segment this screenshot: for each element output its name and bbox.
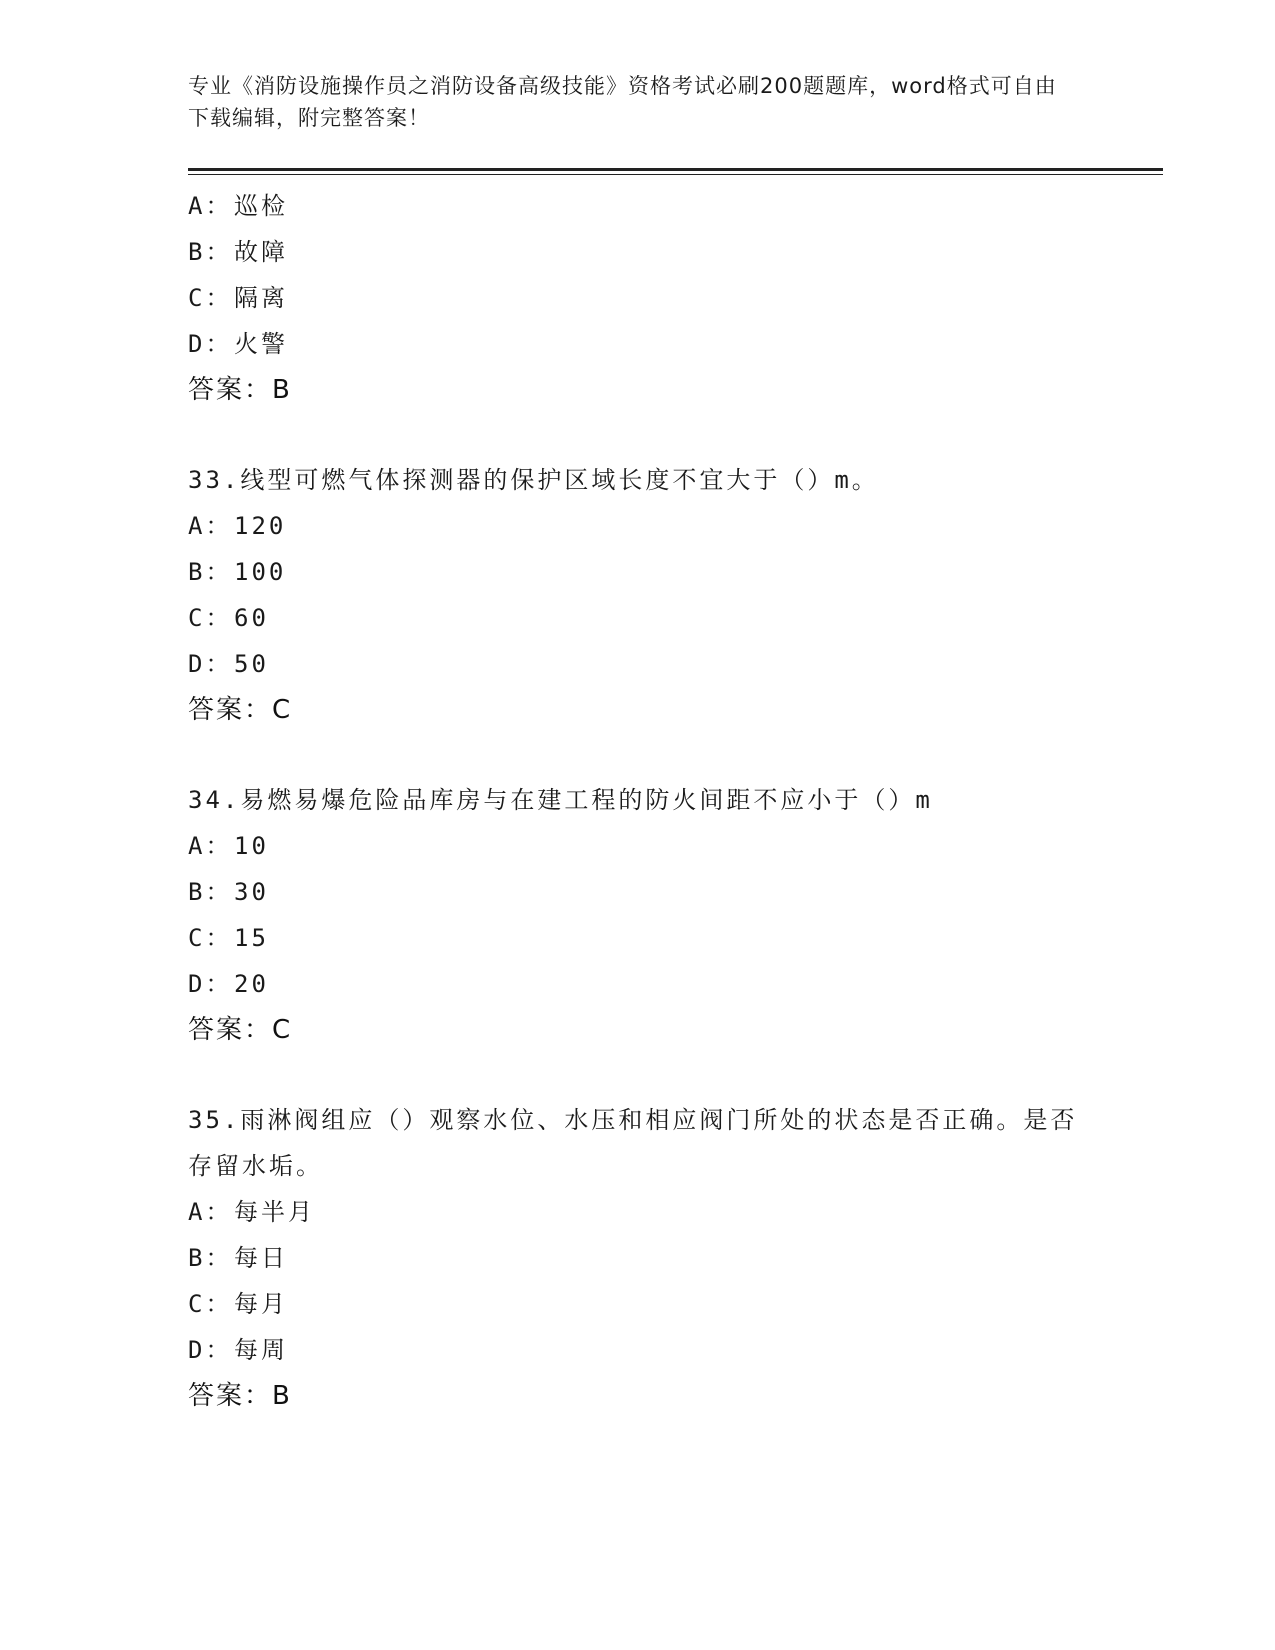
- option-key: C：: [188, 924, 233, 952]
- option-b: [188, 1235, 1163, 1281]
- option-text: 隔离: [234, 284, 288, 312]
- option-c: [188, 915, 1163, 961]
- option-a: [188, 183, 1163, 229]
- option-text: 每周: [234, 1336, 288, 1364]
- option-a: [188, 503, 1163, 549]
- prev-question-block: [188, 183, 1163, 413]
- option-key: D：: [188, 970, 233, 998]
- option-text: 每月: [234, 1290, 288, 1318]
- question-block-33: [188, 457, 1163, 733]
- option-text: 50: [234, 650, 269, 678]
- option-text: 60: [234, 604, 269, 632]
- option-text: 故障: [234, 238, 288, 266]
- option-text: 120: [234, 512, 287, 540]
- option-key: D：: [188, 650, 233, 678]
- option-text: 每日: [234, 1244, 288, 1272]
- option-text: 火警: [234, 330, 288, 358]
- option-text: 每半月: [234, 1198, 315, 1226]
- option-b: [188, 869, 1163, 915]
- option-key: B：: [188, 1244, 233, 1272]
- option-key: A：: [188, 832, 233, 860]
- question-stem: 33.线型可燃气体探测器的保护区域长度不宜大于（）m。: [188, 466, 879, 494]
- question-block-34: [188, 777, 1163, 1053]
- option-key: A：: [188, 1198, 233, 1226]
- option-text: 15: [234, 924, 269, 952]
- option-c: [188, 595, 1163, 641]
- option-d: [188, 321, 1163, 367]
- option-text: 100: [234, 558, 287, 586]
- document-page: [188, 70, 1163, 1419]
- question-block-35: [188, 1097, 1163, 1419]
- option-key: A：: [188, 192, 233, 220]
- answer-line: 答案：C: [188, 695, 293, 725]
- option-a: [188, 1189, 1163, 1235]
- option-text: 30: [234, 878, 269, 906]
- option-c: [188, 1281, 1163, 1327]
- option-text: 巡检: [234, 192, 288, 220]
- option-text: 10: [234, 832, 269, 860]
- option-d: [188, 641, 1163, 687]
- answer-line: 答案：C: [188, 1015, 293, 1045]
- option-key: C：: [188, 284, 233, 312]
- option-a: [188, 823, 1163, 869]
- header-double-rule: [188, 168, 1163, 171]
- option-key: D：: [188, 330, 233, 358]
- document-header-text: 专业《消防设施操作员之消防设备高级技能》资格考试必刷200题题库，word格式可自由下载编辑，附完整答案！: [188, 74, 1057, 130]
- option-d: [188, 1327, 1163, 1373]
- option-key: B：: [188, 238, 233, 266]
- answer-line: 答案：B: [188, 1381, 292, 1411]
- question-stem: 34.易燃易爆危险品库房与在建工程的防火间距不应小于（）m: [188, 786, 933, 814]
- option-key: A：: [188, 512, 233, 540]
- question-stem: 35.雨淋阀组应（）观察水位、水压和相应阀门所处的状态是否正确。是否存留水垢。: [188, 1106, 1078, 1180]
- option-b: [188, 229, 1163, 275]
- option-key: D：: [188, 1336, 233, 1364]
- option-b: [188, 549, 1163, 595]
- option-key: C：: [188, 1290, 233, 1318]
- option-key: B：: [188, 878, 233, 906]
- document-content: [188, 183, 1163, 1419]
- option-text: 20: [234, 970, 269, 998]
- option-key: C：: [188, 604, 233, 632]
- option-c: [188, 275, 1163, 321]
- option-d: [188, 961, 1163, 1007]
- answer-line: 答案：B: [188, 375, 292, 405]
- option-key: B：: [188, 558, 233, 586]
